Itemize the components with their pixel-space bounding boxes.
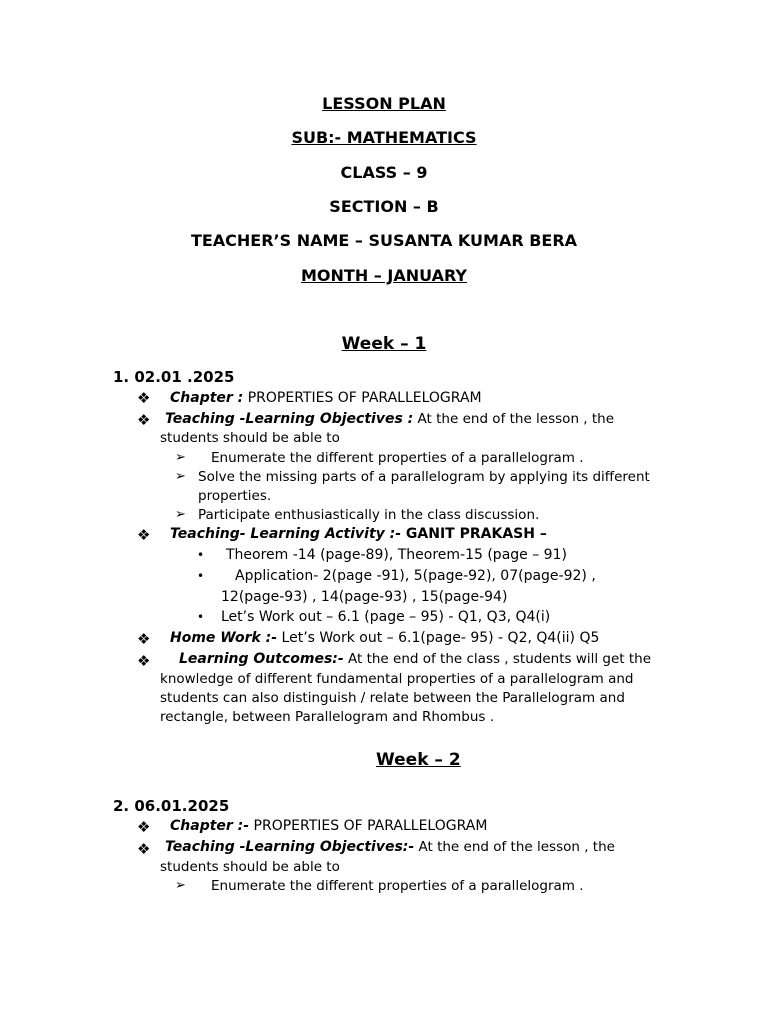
objectives-label: Teaching -Learning Objectives : bbox=[165, 411, 414, 427]
activity-item-cont: 12(page-93) , 14(page-93) , 15(page-94) bbox=[221, 589, 508, 605]
dot-bullet-icon: • bbox=[197, 610, 205, 624]
section-line: SECTION – B bbox=[329, 197, 439, 216]
week2-date: 2. 06.01.2025 bbox=[113, 797, 230, 815]
teacher-line: TEACHER’S NAME – SUSANTA KUMAR BERA bbox=[190, 231, 578, 250]
chapter-value: PROPERTIES OF PARALLELOGRAM bbox=[249, 818, 488, 834]
homework-label: Home Work :- bbox=[170, 630, 278, 646]
doc-title: LESSON PLAN bbox=[322, 94, 446, 113]
objective-item: Enumerate the different properties of a parallelogram . bbox=[211, 450, 584, 466]
objectives-intro-cont: students should be able to bbox=[160, 430, 340, 446]
chapter-value: PROPERTIES OF PARALLELOGRAM bbox=[243, 390, 482, 406]
objective-item: Solve the missing parts of a parallelogram by applying its different bbox=[198, 469, 650, 485]
chapter-label: Chapter :- bbox=[170, 818, 250, 834]
subject-line: SUB:- MATHEMATICS bbox=[291, 128, 477, 147]
arrow-bullet-icon: ➢ bbox=[175, 878, 186, 893]
objective-item-cont: properties. bbox=[198, 488, 272, 504]
objectives-intro-cont: students should be able to bbox=[160, 859, 340, 875]
dot-bullet-icon: • bbox=[197, 569, 205, 583]
week1-objectives bbox=[165, 411, 614, 427]
objective-item: Enumerate the different properties of a parallelogram . bbox=[211, 878, 584, 894]
objectives-intro: At the end of the lesson , the bbox=[413, 411, 615, 427]
objectives-label: Teaching -Learning Objectives:- bbox=[165, 839, 415, 855]
week2-heading: Week – 2 bbox=[376, 750, 461, 770]
week1-outcomes bbox=[179, 651, 651, 667]
outcomes-line: rectangle, between Parallelogram and Rhombus . bbox=[160, 709, 495, 725]
activity-item: Theorem -14 (page-89), Theorem-15 (page – 91) bbox=[226, 547, 567, 563]
diamond-bullet-icon: ❖ bbox=[137, 840, 151, 858]
week1-heading: Week – 1 bbox=[341, 334, 427, 354]
diamond-bullet-icon: ❖ bbox=[137, 411, 151, 429]
activity-label: Teaching- Learning Activity :- bbox=[170, 526, 402, 542]
class-line: CLASS – 9 bbox=[340, 163, 428, 182]
activity-item: Application- 2(page -91), 5(page-92), 07(page-92) , bbox=[235, 568, 596, 584]
arrow-bullet-icon: ➢ bbox=[175, 450, 186, 465]
diamond-bullet-icon: ❖ bbox=[137, 389, 151, 407]
arrow-bullet-icon: ➢ bbox=[175, 507, 186, 522]
activity-value: GANIT PRAKASH – bbox=[401, 526, 547, 542]
outcomes-line: students can also distinguish / relate between the Parallelogram and bbox=[160, 690, 625, 706]
objective-item: Participate enthusiastically in the class discussion. bbox=[198, 507, 540, 523]
chapter-label: Chapter : bbox=[170, 390, 244, 406]
activity-item: Let’s Work out – 6.1 (page – 95) - Q1, Q3, Q4(i) bbox=[221, 609, 551, 625]
diamond-bullet-icon: ❖ bbox=[137, 818, 151, 836]
diamond-bullet-icon: ❖ bbox=[137, 630, 151, 648]
homework-value: Let’s Work out – 6.1(page- 95) - Q2, Q4(ii) Q5 bbox=[277, 630, 600, 646]
week1-activity bbox=[170, 526, 547, 542]
outcomes-line: knowledge of different fundamental properties of a parallelogram and bbox=[160, 671, 634, 687]
dot-bullet-icon: • bbox=[197, 548, 205, 562]
week1-date: 1. 02.01 .2025 bbox=[113, 368, 235, 386]
objectives-intro: At the end of the lesson , the bbox=[414, 839, 615, 855]
diamond-bullet-icon: ❖ bbox=[137, 652, 151, 670]
month-line: MONTH – JANUARY bbox=[301, 266, 467, 285]
outcomes-label: Learning Outcomes:- bbox=[179, 651, 344, 667]
week2-chapter bbox=[170, 818, 487, 834]
outcomes-line: At the end of the class , students will get the bbox=[343, 651, 652, 667]
week1-homework bbox=[170, 630, 599, 646]
arrow-bullet-icon: ➢ bbox=[175, 469, 186, 484]
diamond-bullet-icon: ❖ bbox=[137, 526, 151, 544]
week2-objectives bbox=[165, 839, 615, 855]
week1-chapter bbox=[170, 390, 482, 406]
